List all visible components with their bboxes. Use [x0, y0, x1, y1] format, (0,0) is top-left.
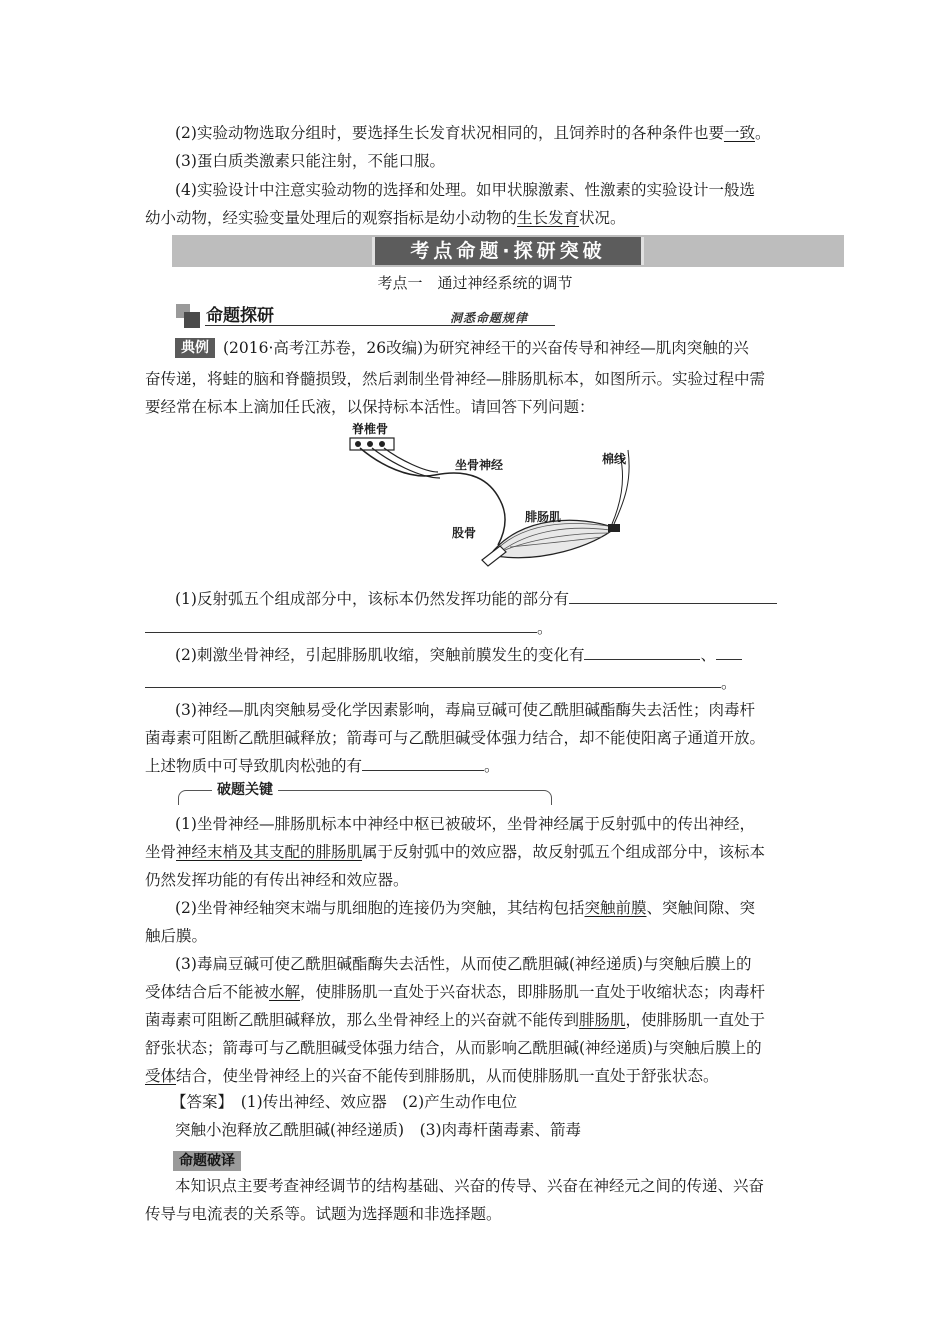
- interpret-head: [145, 1146, 813, 1174]
- example-line1: 典例 (2016·高考江苏卷，26改编)为研究神经干的兴奋传导和神经—肌肉突触的兴: [145, 334, 813, 362]
- note-4-line1: (4)实验设计中注意实验动物的选择和处理。如甲状腺激素、性激素的实验设计一般选: [175, 181, 755, 199]
- key-3-line4: 舒张状态；箭毒可与乙酰胆碱受体强力结合，从而影响乙酰胆碱(神经递质)与突触后膜上的: [145, 1039, 762, 1057]
- example-tag: 典例: [175, 338, 215, 358]
- key-label: 破题关键: [212, 780, 278, 800]
- key-2-line2: 触后膜。: [145, 927, 208, 945]
- section-banner: [172, 235, 844, 267]
- answer-blank[interactable]: [569, 587, 777, 604]
- key-1-line1: (1)坐骨神经—腓肠肌标本中神经中枢已被破坏，坐骨神经属于反射弧中的传出神经，: [175, 815, 755, 833]
- question-2: (2)刺激坐骨神经，引起腓肠肌收缩，突触前膜发生的变化有 、: [145, 641, 813, 669]
- example-line2: 奋传递，将蛙的脑和脊髓损毁，然后剥制坐骨神经—腓肠肌标本，如图所示。实验过程中需: [145, 370, 766, 388]
- interpret-tag: 命题破译: [173, 1151, 241, 1171]
- figure-drawing: [340, 420, 640, 580]
- note-4-line2: 幼小动物，经实验变量处理后的观察指标是幼小动物的生长发育状况。: [145, 209, 626, 227]
- label-femur: 股骨: [452, 526, 477, 540]
- question-2-cont: 。: [145, 669, 813, 697]
- key-3-line3: 菌毒素可阻断乙酰胆碱释放，那么坐骨神经上的兴奋就不能传到腓肠肌，使腓肠肌一直处于: [145, 1011, 766, 1029]
- banner-title: 考点命题·探研突破: [372, 237, 644, 265]
- answer-blank[interactable]: [145, 671, 721, 688]
- answer-blank[interactable]: [584, 643, 700, 660]
- answer-blank[interactable]: [145, 616, 537, 633]
- key-3-line2: 受体结合后不能被水解，使腓肠肌一直处于兴奋状态，即腓肠肌一直处于收缩状态；肉毒杆: [145, 983, 766, 1001]
- section-head-right: 洞悉命题规律: [450, 311, 529, 325]
- answer-line2: 突触小泡释放乙酰胆碱(神经递质) (3)肉毒杆菌毒素、箭毒: [175, 1121, 582, 1139]
- key-3-line1: (3)毒扁豆碱可使乙酰胆碱酯酶失去活性，从而使乙酰胆碱(神经递质)与突触后膜上的: [175, 955, 752, 973]
- key-3-line5: 受体结合，使坐骨神经上的兴奋不能传到腓肠肌，从而使腓肠肌一直处于舒张状态。: [145, 1067, 719, 1085]
- question-3-line1: (3)神经—肌肉突触易受化学因素影响，毒扁豆碱可使乙酰胆碱酯酶失去活性；肉毒杆: [175, 701, 755, 719]
- nerve-muscle-figure: [340, 420, 640, 580]
- label-gastrocnemius: 腓肠肌: [525, 510, 562, 524]
- square-icon: [184, 312, 200, 328]
- key-1-line3: 仍然发挥功能的有传出神经和效应器。: [145, 871, 409, 889]
- answer-blank[interactable]: [362, 754, 484, 771]
- answer-blank[interactable]: [716, 643, 742, 660]
- note-3: (3)蛋白质类激素只能注射，不能口服。: [175, 152, 445, 170]
- note-2: (2)实验动物选取分组时，要选择生长发育状况相同的，且饲养时的各种条件也要一致。: [175, 124, 771, 142]
- key-1-line2: 坐骨神经末梢及其支配的腓肠肌属于反射弧中的效应器，故反射弧五个组成部分中，该标本: [145, 843, 766, 861]
- topic-subtitle: 考点一 通过神经系统的调节: [377, 274, 573, 292]
- question-3-line3: 上述物质中可导致肌肉松弛的有 。: [145, 752, 813, 780]
- answer-line1: 【答案】 (1)传出神经、效应器 (2)产生动作电位: [171, 1093, 518, 1111]
- interpret-line1: 本知识点主要考查神经调节的结构基础、兴奋的传导、兴奋在神经元之间的传递、兴奋: [175, 1177, 765, 1195]
- label-sciatic-nerve: 坐骨神经: [455, 458, 504, 472]
- label-spine: 脊椎骨: [352, 422, 389, 436]
- label-thread: 棉线: [602, 452, 627, 466]
- question-1-cont: 。: [145, 614, 813, 642]
- question-1: (1)反射弧五个组成部分中，该标本仍然发挥功能的部分有: [145, 585, 813, 613]
- interpret-line2: 传导与电流表的关系等。试题为选择题和非选择题。: [145, 1205, 502, 1223]
- section-head-label: 命题探研: [206, 306, 274, 326]
- question-3-line2: 菌毒素可阻断乙酰胆碱释放；箭毒可与乙酰胆碱受体强力结合，却不能使阳离子通道开放。: [145, 729, 766, 747]
- key-2-line1: (2)坐骨神经轴突末端与肌细胞的连接仍为突触，其结构包括突触前膜、突触间隙、突: [175, 899, 755, 917]
- example-line3: 要经常在标本上滴加任氏液，以保持标本活性。请回答下列问题：: [145, 398, 595, 416]
